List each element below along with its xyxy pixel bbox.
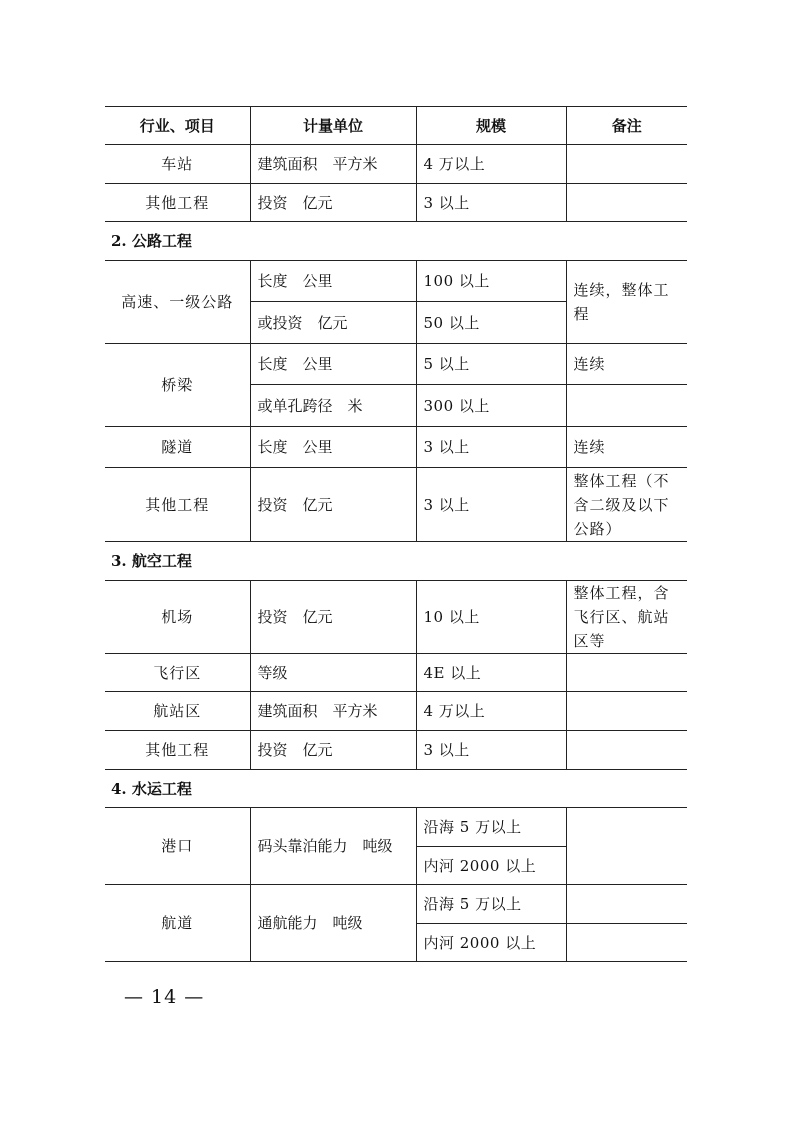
scale-cell: 5 以上 [416, 344, 566, 385]
unit-cell: 等级 [250, 654, 416, 692]
item-cell: 航道 [105, 885, 250, 962]
scale-cell: 4 万以上 [416, 692, 566, 731]
table-row [105, 692, 687, 731]
scale-cell: 内河 2000 以上 [416, 847, 566, 885]
note-cell: 连续 [566, 344, 687, 385]
unit-cell: 建筑面积 平方米 [250, 692, 416, 731]
scale-cell: 4 万以上 [416, 145, 566, 184]
scale-cell: 300 以上 [416, 385, 566, 427]
section-row-aviation [105, 542, 687, 581]
section-title: 3. 航空工程 [105, 542, 687, 581]
table-row [105, 184, 687, 222]
note-cell [566, 385, 687, 427]
note-cell [566, 654, 687, 692]
table-row [105, 581, 687, 654]
scale-cell: 10 以上 [416, 581, 566, 654]
item-cell: 高速、一级公路 [105, 261, 250, 344]
note-cell [566, 731, 687, 770]
scale-cell: 4E 以上 [416, 654, 566, 692]
note-cell [566, 692, 687, 731]
unit-cell: 通航能力 吨级 [250, 885, 416, 962]
item-cell: 车站 [105, 145, 250, 184]
item-cell: 飞行区 [105, 654, 250, 692]
table-row [105, 731, 687, 770]
item-cell: 航站区 [105, 692, 250, 731]
header-industry-item: 行业、项目 [105, 107, 250, 145]
scale-cell: 3 以上 [416, 427, 566, 468]
scale-cell: 内河 2000 以上 [416, 924, 566, 962]
table-header-row [105, 107, 687, 145]
unit-cell: 投资 亿元 [250, 581, 416, 654]
section-row-highway [105, 222, 687, 261]
scale-cell: 3 以上 [416, 184, 566, 222]
item-cell: 隧道 [105, 427, 250, 468]
unit-cell: 或单孔跨径 米 [250, 385, 416, 427]
table-row [105, 145, 687, 184]
note-cell: 整体工程（不含二级及以下公路） [566, 468, 687, 542]
item-cell: 其他工程 [105, 731, 250, 770]
unit-cell: 投资 亿元 [250, 731, 416, 770]
header-unit: 计量单位 [250, 107, 416, 145]
item-cell: 桥梁 [105, 344, 250, 427]
note-cell [566, 184, 687, 222]
table-row [105, 808, 687, 847]
unit-cell: 长度 公里 [250, 427, 416, 468]
table-row [105, 885, 687, 924]
unit-cell: 长度 公里 [250, 261, 416, 302]
note-cell [566, 885, 687, 924]
item-cell: 机场 [105, 581, 250, 654]
scale-cell: 沿海 5 万以上 [416, 808, 566, 847]
note-cell [566, 924, 687, 962]
table-row [105, 427, 687, 468]
section-title: 4. 水运工程 [105, 770, 687, 808]
note-cell [566, 145, 687, 184]
header-note: 备注 [566, 107, 687, 145]
unit-cell: 或投资 亿元 [250, 302, 416, 344]
note-cell: 连续 [566, 427, 687, 468]
page-number: — 14 — [124, 986, 205, 1008]
note-cell: 连续，整体工程 [566, 261, 687, 344]
section-row-water [105, 770, 687, 808]
scale-cell: 3 以上 [416, 468, 566, 542]
table-row [105, 344, 687, 385]
item-cell: 其他工程 [105, 184, 250, 222]
scale-cell: 沿海 5 万以上 [416, 885, 566, 924]
table-row [105, 654, 687, 692]
note-cell: 整体工程，含飞行区、航站区等 [566, 581, 687, 654]
unit-cell: 投资 亿元 [250, 184, 416, 222]
header-scale: 规模 [416, 107, 566, 145]
unit-cell: 投资 亿元 [250, 468, 416, 542]
unit-cell: 码头靠泊能力 吨级 [250, 808, 416, 885]
unit-cell: 建筑面积 平方米 [250, 145, 416, 184]
scale-cell: 3 以上 [416, 731, 566, 770]
item-cell: 其他工程 [105, 468, 250, 542]
project-scale-table [105, 106, 687, 962]
unit-cell: 长度 公里 [250, 344, 416, 385]
section-title: 2. 公路工程 [105, 222, 687, 261]
table-row [105, 468, 687, 542]
note-cell [566, 808, 687, 885]
scale-cell: 100 以上 [416, 261, 566, 302]
scale-cell: 50 以上 [416, 302, 566, 344]
item-cell: 港口 [105, 808, 250, 885]
table-row [105, 261, 687, 302]
